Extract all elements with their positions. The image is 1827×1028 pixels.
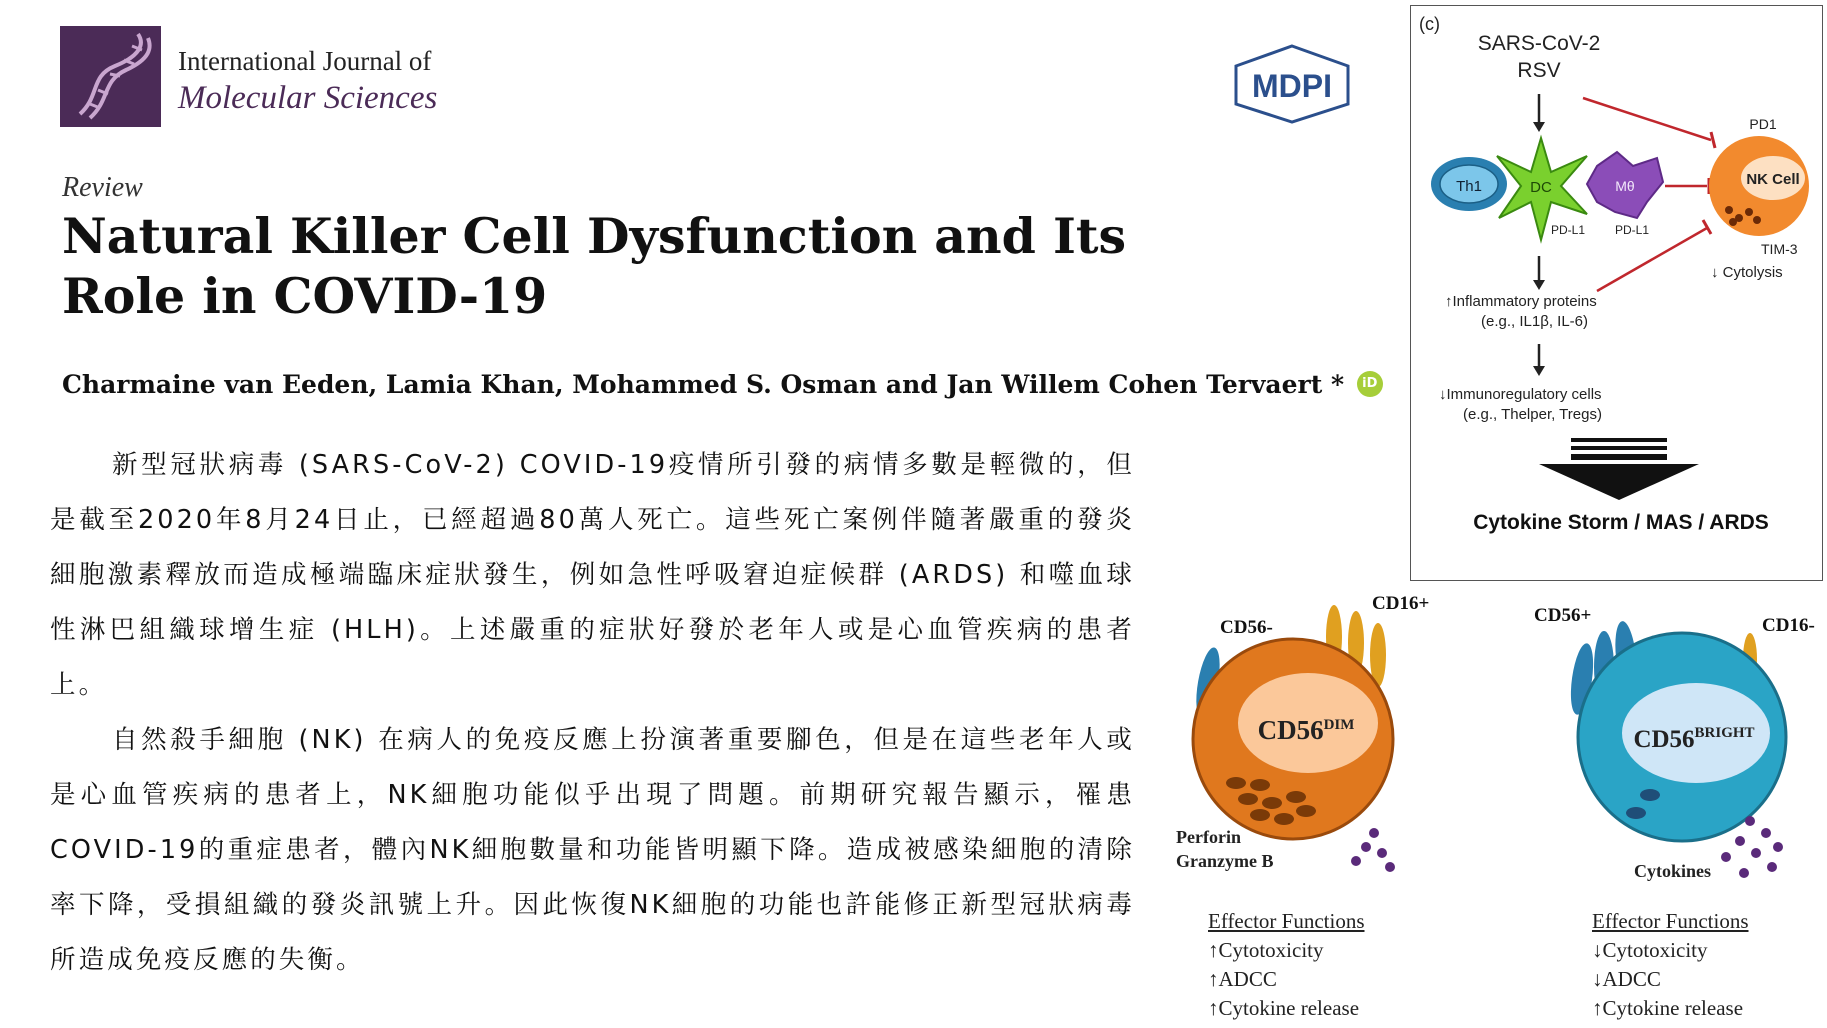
journal-name-line1: International Journal of [178, 46, 432, 76]
bright-marker-left: CD56+ [1534, 605, 1592, 626]
dim-effector-row: ↑Cytokine release [1208, 996, 1360, 1020]
dim-nucleus-label: $CD56^{DIM}$ [1257, 715, 1355, 745]
virus-label-line1: SARS-CoV-2 [1477, 32, 1601, 55]
bright-effector-row: ↑Cytokine release [1592, 996, 1744, 1020]
nk-cell-label: NK Cell [1746, 171, 1800, 188]
bright-effector-row: ↓ADCC [1592, 967, 1661, 991]
outcome-arrow [1539, 438, 1699, 500]
macrophage-label: Mθ [1615, 178, 1635, 194]
article-type: Review [62, 172, 143, 203]
bright-effector-header: Effector Functions [1592, 909, 1749, 933]
orcid-icon[interactable]: iD [1357, 371, 1383, 397]
dc-label: DC [1530, 179, 1552, 196]
immunoregulatory-label: ↓Immunoregulatory cells [1439, 386, 1602, 403]
authors-text: Charmaine van Eeden, Lamia Khan, Mohammed S. Osman and Jan Willem Cohen Tervaert [62, 370, 1323, 399]
dim-effector-functions [1208, 907, 1365, 1023]
mdpi-logo [1230, 42, 1355, 130]
bright-effector-functions [1592, 907, 1749, 1023]
journal-name-line2: Molecular Sciences [178, 80, 438, 116]
nk-subsets-figure [1160, 585, 1827, 1028]
bright-nucleus-label: $CD56^{BRIGHT}$ [1633, 725, 1755, 753]
panel-label: (c) [1419, 14, 1440, 34]
inflammatory-examples: (e.g., IL1β, IL-6) [1481, 313, 1589, 330]
dna-icon [60, 26, 161, 127]
corresponding-mark: * [1330, 370, 1345, 399]
nk-dim-cell [1176, 593, 1429, 872]
dim-marker-right: CD16+ [1372, 593, 1430, 614]
pd1-label: PD1 [1749, 116, 1777, 132]
article-title: Natural Killer Cell Dysfunction and Its Role in COVID-19 [62, 207, 1127, 325]
summary-paragraph-2: 自然殺手細胞 (NK) 在病人的免疫反應上扮演著重要腳色，但是在這些老年人或是心血管疾病的患者上，NK細胞功能似乎出現了問題。前期研究報告顯示，罹患COVID-19的重症患者，體內NK細胞數量和功能皆明顯下降。造成被感染細胞的清除率下降，受損組織的發炎訊號上升。因此恢復NK細胞的功能也許能修正新型冠狀病毒所造成免疫反應的失衡。 [50, 725, 1135, 975]
inhibit-line-virus [1583, 98, 1711, 140]
outcome-label: Cytokine Storm / MAS / ARDS [1473, 511, 1769, 534]
dim-marker-left: CD56- [1220, 617, 1273, 638]
dim-effector-row: ↑Cytotoxicity [1208, 938, 1324, 962]
summary-paragraph-1: 新型冠狀病毒 (SARS-CoV-2) COVID-19疫情所引發的病情多數是輕微的，但是截至2020年8月24日止，已經超過80萬人死亡。這些死亡案例伴隨著嚴重的發炎細胞激素釋放而造成極端臨床症狀發生，例如急性呼吸窘迫症候群 (ARDS) 和噬血球性淋巴組織球增生症 (HLH)。上述嚴重的症狀好發於老年人或是心血管疾病的患者上。 [50, 450, 1135, 700]
th1-cell [1431, 157, 1507, 211]
pdl1-label-macrophage: PD-L1 [1615, 223, 1650, 237]
dim-effector-header: Effector Functions [1208, 909, 1365, 933]
dim-granule-line2: Granzyme B [1176, 851, 1274, 871]
author-list [62, 370, 1383, 399]
dim-effector-row: ↑ADCC [1208, 967, 1277, 991]
nk-cell [1709, 136, 1809, 236]
dim-granule-line1: Perforin [1176, 827, 1241, 847]
immunoregulatory-examples: (e.g., Thelper, Tregs) [1463, 406, 1602, 423]
journal-logo [60, 26, 161, 127]
tim3-label: TIM-3 [1761, 241, 1798, 257]
bright-effector-row: ↓Cytotoxicity [1592, 938, 1708, 962]
pdl1-label-dc: PD-L1 [1551, 223, 1586, 237]
inhibit-line-inflam [1597, 228, 1707, 291]
nk-bright-cell [1534, 605, 1815, 881]
bright-marker-right: CD16- [1762, 615, 1815, 636]
cytolysis-label: ↓ Cytolysis [1711, 264, 1783, 281]
bright-granule-line1: Cytokines [1634, 861, 1712, 881]
inflammatory-proteins-label: ↑Inflammatory proteins [1445, 293, 1597, 310]
th1-label: Th1 [1456, 178, 1482, 195]
macrophage-cell [1587, 152, 1663, 218]
virus-label-line2: RSV [1517, 59, 1561, 82]
mdpi-wordmark: MDPI [1252, 68, 1332, 104]
pathway-figure-c [1410, 5, 1823, 581]
